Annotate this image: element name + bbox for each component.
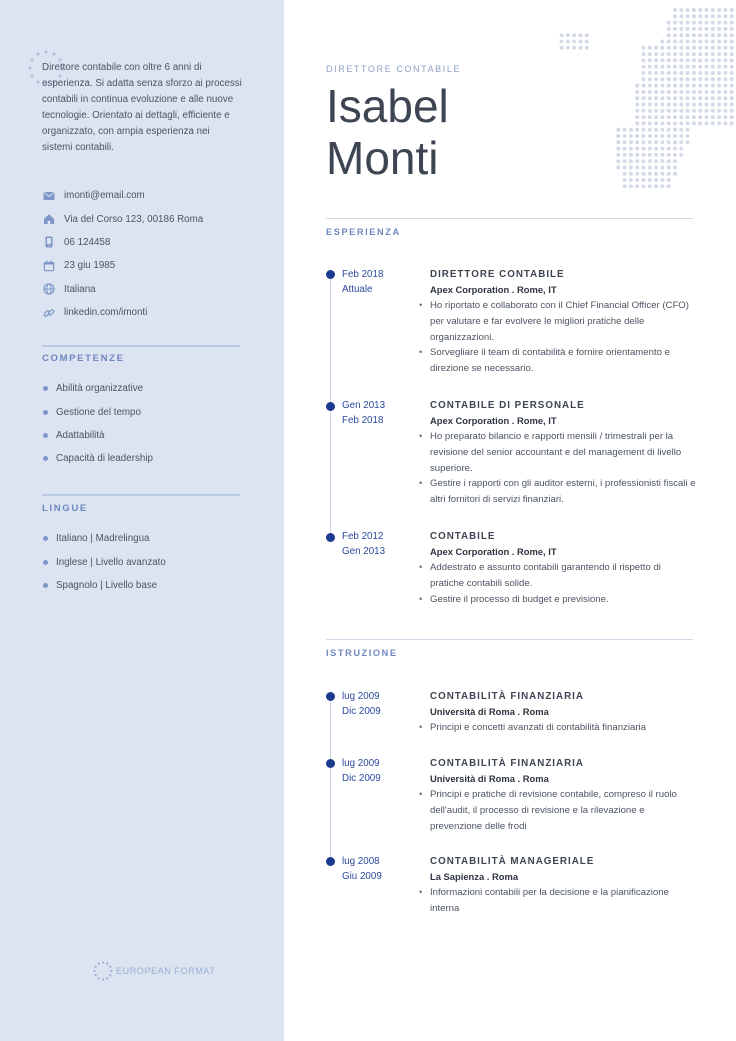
email-icon [42,189,56,203]
experience-divider [326,218,693,219]
full-name [326,80,449,184]
sidebar [0,0,284,1041]
entry-bullets [430,429,696,508]
entry-title: CONTABILITÀ FINANZIARIA [430,691,584,702]
calendar-icon [42,259,56,273]
timeline-dot [326,402,335,411]
language-text: Italiano | Madrelingua [56,533,150,545]
main-content [284,0,736,1041]
list-item [42,447,242,470]
list-item [42,527,242,550]
bullet-dot [43,410,48,415]
skill-text: Gestione del tempo [56,406,141,418]
logo-text: EUROPEAN FORMAT [116,966,216,976]
education-heading: ISTRUZIONE [326,648,398,658]
language-text: Spagnolo | Livello base [56,579,158,591]
date-start: lug 2008 [342,856,380,867]
timeline-dot [326,533,335,542]
languages-list [42,527,242,597]
home-icon [42,212,56,226]
contact-address-text: Via del Corso 123, 00186 Roma [64,213,204,225]
entry-bullets [430,787,696,834]
skill-text: Abilità organizzative [56,383,144,395]
list-item: • Gestire il processo di budget e previsione. [430,592,696,608]
entry-organization: Università di Roma . Roma [430,773,549,784]
date-end: Gen 2013 [342,546,386,557]
timeline-dot [326,759,335,768]
entry-organization: Apex Corporation . Rome, IT [430,415,557,426]
entry-dates [342,398,385,428]
date-end: Giu 2009 [342,871,382,882]
entry-title: CONTABILITÀ MANAGERIALE [430,856,595,867]
contact-email[interactable] [42,184,252,207]
date-start: Feb 2018 [342,269,384,280]
contact-birthdate [42,254,252,277]
contact-email-text: imonti@email.com [64,190,145,202]
skills-divider [42,345,240,347]
list-item: • Addestrato e assunto contabili garantendo il rispetto di pratiche contabili solide. [430,560,696,592]
entry-content [430,398,696,508]
date-start: lug 2009 [342,758,380,769]
contact-list [42,184,252,324]
timeline-dot [326,270,335,279]
timeline-dot [326,692,335,701]
list-item: • Informazioni contabili per la decisione e la pianificazione interna [430,885,696,917]
skill-text: Adattabilità [56,429,105,441]
entry-content [430,267,696,377]
list-item: • Gestire i rapporti con gli auditor esterni, i professionisti fiscali e altri fornitori di servizi finanziari. [430,476,696,508]
date-start: Gen 2013 [342,400,386,411]
bullet-dot [43,456,48,461]
list-item [42,400,242,423]
link-icon [42,306,56,320]
bullet-dot [43,560,48,565]
job-title-label: DIRETTORE CONTABILE [326,64,462,74]
entry-content [430,854,696,917]
date-start: lug 2009 [342,691,380,702]
contact-phone[interactable] [42,231,252,254]
list-item: • Principi e concetti avanzati di contabilità finanziaria [430,720,696,736]
entry-dates [342,267,383,297]
last-name: Monti [326,132,439,184]
contact-birthdate-text: 23 giu 1985 [64,260,116,272]
list-item: • Sorvegliare il team di contabilità e fornire orientamento e direzione se necessario. [430,345,696,377]
entry-bullets [430,720,696,736]
entry-bullets [430,298,696,377]
entry-dates [342,529,385,559]
contact-nationality-text: Italiana [64,283,96,295]
entry-organization: La Sapienza . Roma [430,871,519,882]
globe-icon [42,282,56,296]
skills-heading: COMPETENZE [42,353,125,364]
european-format-logo [92,960,215,982]
education-timeline [330,696,331,862]
education-divider [326,639,693,640]
dotted-world-map-icon [546,4,736,188]
list-item [42,550,242,573]
languages-divider [42,494,240,496]
entry-organization: Apex Corporation . Rome, IT [430,284,557,295]
contact-linkedin-text: linkedin.com/imonti [64,307,148,319]
bullet-dot [43,583,48,588]
language-text: Inglese | Livello avanzato [56,556,166,568]
contact-linkedin[interactable] [42,301,252,324]
date-end: Dic 2009 [342,706,381,717]
entry-content [430,756,696,834]
languages-heading: LINGUE [42,503,88,514]
date-end: Dic 2009 [342,773,381,784]
date-start: Feb 2012 [342,531,384,542]
entry-bullets [430,885,696,917]
bullet-dot [43,433,48,438]
list-item: • Ho preparato bilancio e rapporti mensili / trimestrali per la revisione del senior accountant e del management di livello superiore. [430,429,696,476]
entry-title: DIRETTORE CONTABILE [430,269,565,280]
entry-title: CONTABILE DI PERSONALE [430,400,585,411]
contact-address [42,207,252,230]
entry-bullets [430,560,696,607]
bullet-dot [43,386,48,391]
list-item: • Ho riportato e collaborato con il Chief Financial Officer (CFO) per valutare e far evolvere le migliori pratiche delle organizzazioni. [430,298,696,345]
entry-organization: Apex Corporation . Rome, IT [430,546,557,557]
bullet-dot [43,536,48,541]
list-item [42,377,242,400]
phone-icon [42,235,56,249]
entry-title: CONTABILE [430,531,496,542]
list-item [42,574,242,597]
first-name: Isabel [326,80,449,132]
entry-organization: Università di Roma . Roma [430,706,549,717]
timeline-dot [326,857,335,866]
skills-list [42,377,242,471]
entry-title: CONTABILITÀ FINANZIARIA [430,758,584,769]
experience-heading: ESPERIENZA [326,227,401,237]
profile-summary: Direttore contabile con oltre 6 anni di esperienza. Si adatta senza sforzo ai processi contabili in continua evoluzione e alle nuove tecnologie. Orientato ai dettagli, efficiente e organizzato, con ampia esperienza nei sistemi contabili. [42,62,242,153]
date-end: Attuale [342,284,373,295]
list-item: • Principi e pratiche di revisione contabile, compreso il ruolo dell'audit, il processo di revisione e la rilevazione e prevenzione delle frodi [430,787,696,834]
entry-content [430,529,696,607]
entry-dates [342,689,381,719]
contact-nationality [42,278,252,301]
date-end: Feb 2018 [342,415,384,426]
skill-text: Capacità di leadership [56,453,153,465]
entry-dates [342,854,382,884]
dotted-circle-icon [92,960,114,982]
entry-content [430,689,696,736]
contact-phone-text: 06 124458 [64,236,111,248]
entry-dates [342,756,381,786]
list-item [42,424,242,447]
